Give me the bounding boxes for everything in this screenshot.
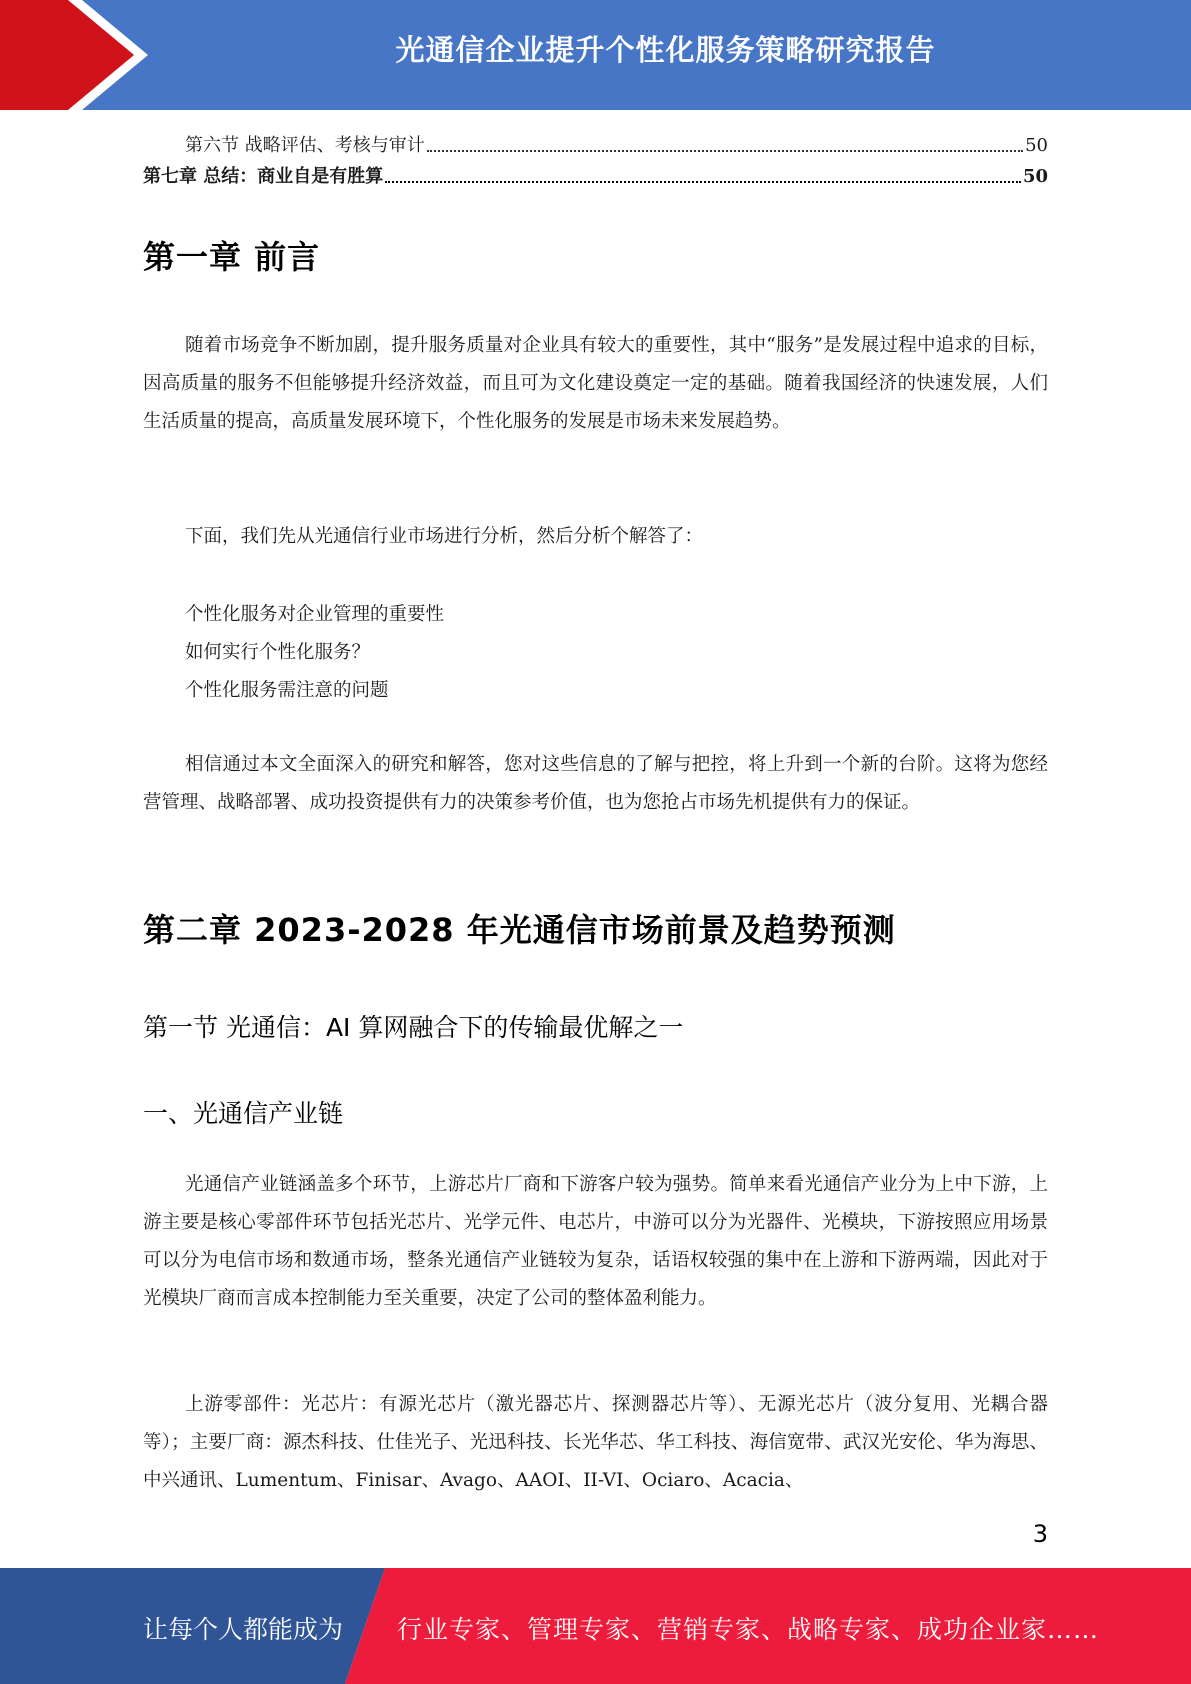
page-footer — [0, 1568, 1191, 1684]
toc-leader-dots — [427, 150, 1023, 152]
toc-leader-dots — [385, 181, 1021, 183]
body-paragraph: 随着市场竞争不断加剧，提升服务质量对企业具有较大的重要性，其中“服务”是发展过程中追求的目标，因高质量的服务不但能够提升经济效益，而且可为文化建设奠定一定的基础。随着我国经济的快速发展，人们生活质量的提高，高质量发展环境下，个性化服务的发展是市场未来发展趋势。 — [143, 335, 1048, 432]
body-paragraph: 光通信产业链涵盖多个环节，上游芯片厂商和下游客户较为强势。简单来看光通信产业分为上中下游，上游主要是核心零部件环节包括光芯片、光学元件、电芯片，中游可以分为光器件、光模块，下游按照应用场景可以分为电信市场和数通市场，整条光通信产业链较为复杂，话语权较强的集中在上游和下游两端，因此对于光模块厂商而言成本控制能力至关重要，决定了公司的整体盈利能力。 — [143, 1174, 1048, 1309]
toc-entry-page: 50 — [1025, 135, 1048, 156]
list-item: 个性化服务对企业管理的重要性 — [185, 604, 445, 625]
page-header — [0, 0, 1191, 110]
report-title: 光通信企业提升个性化服务策略研究报告 — [395, 33, 936, 67]
section-title: 第一节 光通信：AI 算网融合下的传输最优解之一 — [143, 1013, 684, 1042]
body-paragraph: 下面，我们先从光通信行业市场进行分析，然后分析个解答了： — [185, 526, 704, 547]
toc-entry[interactable] — [143, 162, 1048, 188]
chapter-title: 第二章 2023-2028 年光通信市场前景及趋势预测 — [143, 911, 896, 949]
footer-slogan-right: 行业专家、管理专家、营销专家、战略专家、成功企业家…… — [397, 1615, 1100, 1644]
page-number: 3 — [1032, 1520, 1048, 1548]
toc-entry[interactable] — [143, 131, 1048, 157]
chapter-title: 第一章 前言 — [143, 238, 321, 276]
toc-entry-label: 第六节 战略评估、考核与审计 — [185, 135, 425, 156]
toc-entry-page: 50 — [1022, 166, 1048, 187]
body-paragraph: 相信通过本文全面深入的研究和解答，您对这些信息的了解与把控，将上升到一个新的台阶。这将为您经营管理、战略部署、成功投资提供有力的决策参考价值，也为您抢占市场先机提供有力的保证。 — [143, 754, 1048, 813]
footer-slogan-left: 让每个人都能成为 — [143, 1615, 344, 1644]
list-item: 个性化服务需注意的问题 — [185, 680, 389, 701]
toc-entry-label: 第七章 总结：商业自是有胜算 — [143, 166, 384, 187]
subsection-title: 一、光通信产业链 — [143, 1099, 344, 1128]
body-paragraph: 上游零部件：光芯片：有源光芯片（激光器芯片、探测器芯片等）、无源光芯片（波分复用、光耦合器等）；主要厂商：源杰科技、仕佳光子、光迅科技、长光华芯、华工科技、海信宽带、武汉光安伦、华为海思、中兴通讯、Lumentum、Finisar、Avago、AAOI、II-VI、Ociaro、Acacia、 — [143, 1394, 1048, 1491]
list-item: 如何实行个性化服务？ — [185, 642, 371, 663]
